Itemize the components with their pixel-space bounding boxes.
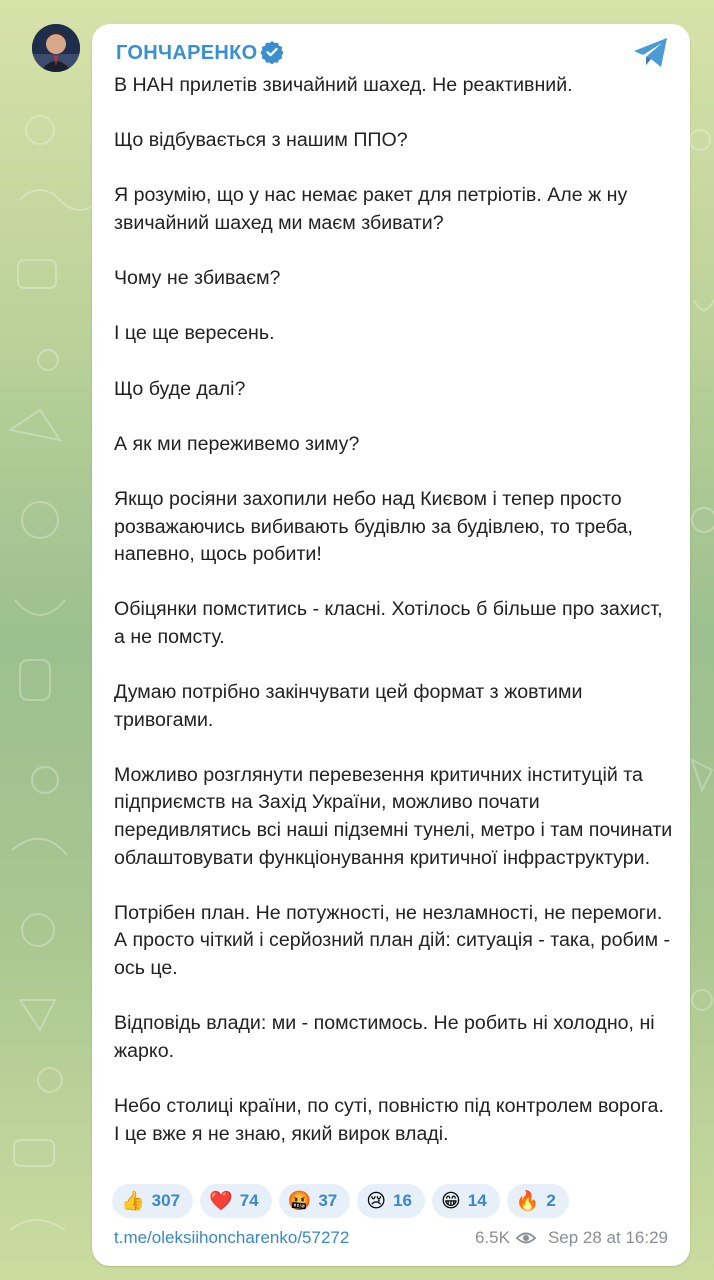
reaction-count: 74	[239, 1191, 259, 1210]
reaction-count: 14	[467, 1191, 487, 1210]
post-paragraph: Небо столиці країни, по суті, повністю під контролем ворога. І це вже я не знаю, який вирок владі.	[114, 1094, 664, 1145]
reaction-crying[interactable]	[357, 1184, 425, 1218]
reactions-bar	[112, 1184, 569, 1220]
post-paragraph: І це ще вересень.	[114, 322, 275, 345]
verified-badge-icon	[260, 40, 284, 64]
post-paragraph: Відповідь влади: ми - помстимось. Не робить ні холодно, ні жарко.	[114, 1012, 655, 1062]
grinning-face-emoji-icon: 😁	[440, 1190, 461, 1212]
crying-face-emoji-icon: 😢	[366, 1190, 387, 1212]
reaction-count: 16	[393, 1191, 412, 1210]
cursing-face-emoji-icon: 🤬	[287, 1190, 312, 1212]
fire-emoji-icon: 🔥	[515, 1190, 540, 1212]
message-bubble	[92, 24, 690, 1266]
post-paragraph: А як ми переживемо зиму?	[114, 432, 360, 455]
reaction-count: 2	[546, 1191, 556, 1210]
reaction-count: 37	[318, 1191, 338, 1210]
reaction-thumbs-up[interactable]	[112, 1184, 193, 1218]
heart-emoji-icon: ❤️	[209, 1190, 233, 1212]
post-paragraph: Чому не збиваєм?	[114, 267, 281, 290]
post-link[interactable]: t.me/oleksiihoncharenko/57272	[114, 1228, 350, 1247]
post-paragraph: Що буде далі?	[114, 377, 246, 400]
post-text	[114, 72, 674, 1148]
post-paragraph: В НАН прилетів звичайний шахед. Не реактивний.	[114, 74, 573, 96]
avatar-photo	[32, 24, 80, 72]
thumbs-up-emoji-icon: 👍	[121, 1190, 145, 1212]
eye-icon	[516, 1231, 536, 1245]
telegram-share-icon[interactable]	[632, 36, 670, 70]
post-timestamp: Sep 28 at 16:29	[547, 1228, 668, 1247]
views-count: 6.5K	[474, 1228, 510, 1247]
post-paragraph: Обіцянки помститись - класні. Хотілось б більше про захист, а не помсту.	[114, 598, 663, 648]
post-meta	[475, 1228, 668, 1248]
reaction-angry[interactable]	[279, 1184, 351, 1218]
post-paragraph: Я розумію, що у нас немає ракет для петріотів. Але ж ну звичайний шахед ми маєм збивати?	[114, 184, 628, 234]
post-paragraph: Думаю потрібно закінчувати цей формат з жовтими тривогами.	[114, 681, 583, 731]
channel-avatar[interactable]	[32, 24, 80, 72]
reaction-count: 307	[151, 1191, 181, 1210]
channel-name[interactable]: ГОНЧАРЕНКО	[116, 42, 258, 64]
reaction-grin[interactable]	[432, 1184, 500, 1218]
post-paragraph: Можливо розглянути перевезення критичних інституцій та підприємств на Захід України, можливо почати передивлятись всі наші підземні тунелі, метро і там починати облаштовувати функціонування критичної інфраструктури.	[114, 763, 673, 869]
reaction-fire[interactable]	[507, 1184, 569, 1218]
reaction-heart[interactable]	[200, 1184, 272, 1218]
post-paragraph: Потрібен план. Не потужності, не незламності, не перемоги. А просто чіткий і серйозний план дій: ситуація - така, робим - ось це.	[114, 901, 671, 979]
post-paragraph: Якщо росіяни захопили небо над Києвом і тепер просто розважаючись вибивають будівлю за будівлею, то треба, напевно, щось робити!	[114, 487, 633, 566]
post-paragraph: Що відбувається з нашим ППО?	[114, 129, 408, 152]
